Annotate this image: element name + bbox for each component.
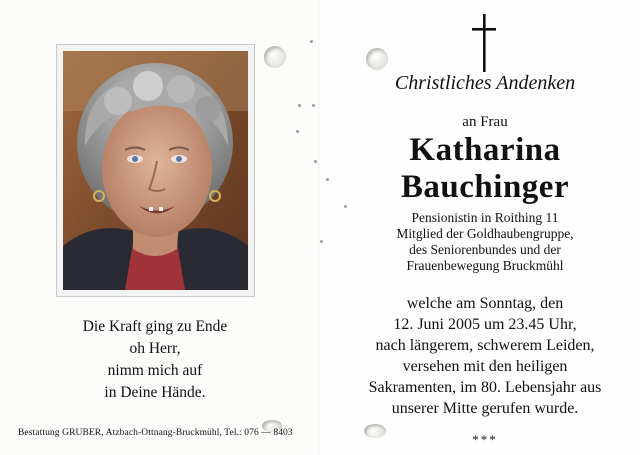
speck <box>296 130 299 133</box>
info-line: Mitglied der Goldhaubengruppe, <box>396 226 574 241</box>
speck <box>314 160 317 163</box>
fold-line <box>318 0 320 455</box>
speck <box>312 104 315 107</box>
notice-line: unserer Mitte gerufen wurde. <box>391 400 579 417</box>
speck <box>326 178 329 181</box>
notice-line: welche am Sonntag, den <box>406 295 564 312</box>
punch-hole <box>264 46 286 68</box>
deceased-info <box>330 210 640 274</box>
info-line: Frauenbewegung Bruckmühl <box>406 258 564 273</box>
speck <box>298 104 301 107</box>
notice-line: Sakramenten, im 80. Lebensjahr aus <box>368 379 602 396</box>
notice-line: versehen mit den heiligen <box>402 358 568 375</box>
salutation: an Frau <box>462 114 508 130</box>
card-title: Christliches Andenken <box>394 72 576 94</box>
death-notice-text <box>330 293 640 419</box>
farewell-verse <box>40 316 270 404</box>
speck <box>310 40 313 43</box>
verse-line: in Deine Hände. <box>104 384 206 401</box>
deceased-last-name: Bauchinger <box>400 169 570 205</box>
verse-line: Die Kraft ging zu Ende <box>82 318 228 335</box>
info-line: Pensionistin in Roithing 11 <box>411 210 559 225</box>
deceased-first-name: Katharina <box>409 132 561 168</box>
latin-cross-icon <box>472 14 496 72</box>
verse-line: nimm mich auf <box>107 362 203 379</box>
funeral-home-footer: Bestattung GRUBER, Atzbach-Ottnang-Bruckmühl, Tel.: 076 — 8403 <box>18 428 293 438</box>
punch-hole <box>366 48 388 70</box>
info-line: des Seniorenbundes und der <box>409 242 561 257</box>
notice-line: 12. Juni 2005 um 23.45 Uhr, <box>393 316 577 333</box>
portrait-photo <box>63 51 248 290</box>
ornament: *** <box>472 432 498 447</box>
notice-line: nach längerem, schwerem Leiden, <box>375 337 595 354</box>
verse-line: oh Herr, <box>129 340 181 357</box>
portrait-frame <box>56 44 255 297</box>
speck <box>320 240 323 243</box>
